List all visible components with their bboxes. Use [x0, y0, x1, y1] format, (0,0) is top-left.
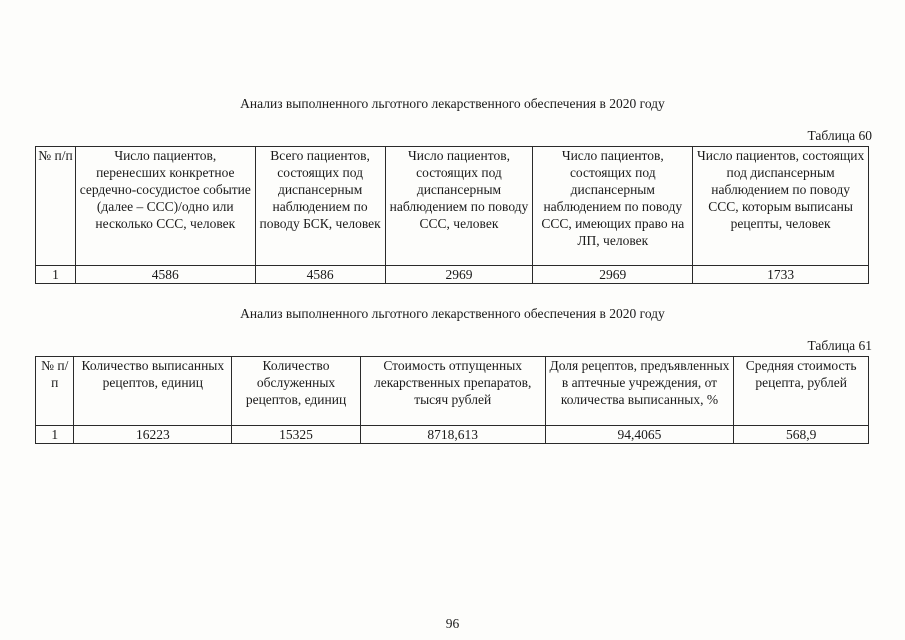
table-61	[35, 356, 869, 444]
header-cell: Число пациентов, состоящих под диспансерным наблюдением по поводу ССС, имеющих право на ЛП, человек	[533, 147, 693, 266]
header-cell: № п/п	[36, 147, 76, 266]
header-cell: Число пациентов, состоящих под диспансерным наблюдением по поводу ССС, которым выписаны рецепты, человек	[693, 147, 869, 266]
table-cell: 94,4065	[545, 426, 734, 444]
header-cell: № п/п	[36, 357, 74, 426]
table-cell: 2969	[533, 266, 693, 284]
table-cell: 1733	[693, 266, 869, 284]
table-cell: 1	[36, 266, 76, 284]
header-cell: Стоимость отпущенных лекарственных препаратов, тысяч рублей	[360, 357, 545, 426]
table-60-title: Анализ выполненного льготного лекарственного обеспечения в 2020 году	[240, 96, 665, 111]
table-header-row	[36, 147, 869, 266]
table-60-label: Таблица 60	[807, 128, 872, 143]
table-cell: 1	[36, 426, 74, 444]
table-61-label: Таблица 61	[807, 338, 872, 353]
table-60	[35, 146, 869, 284]
header-cell: Число пациентов, состоящих под диспансерным наблюдением по поводу ССС, человек	[385, 147, 533, 266]
table-cell: 4586	[255, 266, 385, 284]
table-header-row	[36, 357, 869, 426]
header-cell: Всего пациентов, состоящих под диспансерным наблюдением по поводу БСК, человек	[255, 147, 385, 266]
table-cell: 568,9	[734, 426, 869, 444]
table-cell: 8718,613	[360, 426, 545, 444]
header-cell: Средняя стоимость рецепта, рублей	[734, 357, 869, 426]
header-cell: Доля рецептов, предъявленных в аптечные учреждения, от количества выписанных, %	[545, 357, 734, 426]
page-number: 96	[445, 616, 460, 631]
table-row	[36, 426, 869, 444]
table-cell: 16223	[74, 426, 232, 444]
header-cell: Число пациентов, перенесших конкретное сердечно-сосудистое событие (далее – ССС)/одно или несколько ССС, человек	[75, 147, 255, 266]
table-row	[36, 266, 869, 284]
header-cell: Количество обслуженных рецептов, единиц	[232, 357, 361, 426]
table-61-title: Анализ выполненного льготного лекарственного обеспечения в 2020 году	[240, 306, 665, 321]
table-cell: 15325	[232, 426, 361, 444]
table-cell: 4586	[75, 266, 255, 284]
header-cell: Количество выписанных рецептов, единиц	[74, 357, 232, 426]
table-cell: 2969	[385, 266, 533, 284]
